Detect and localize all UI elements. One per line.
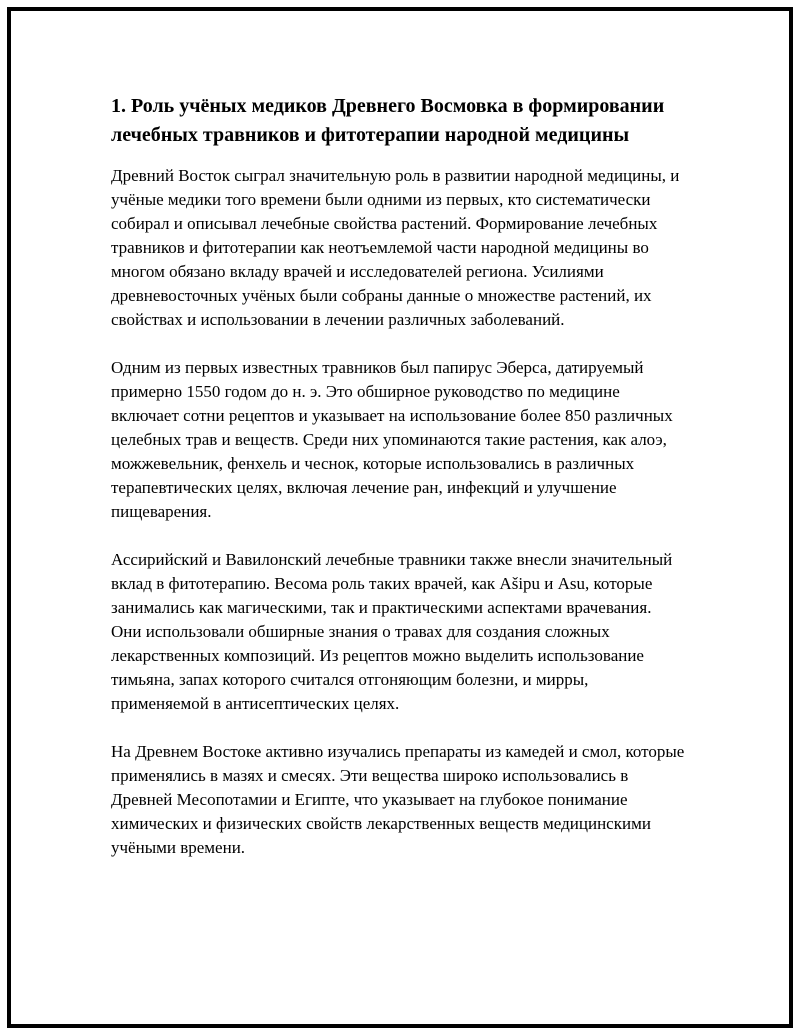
paragraph-4: На Древнем Востоке активно изучались препараты из камедей и смол, которые применялись в мазях и смесях. Эти вещества широко использовались в Древней Месопотамии и Египте, что указывает на глубокое понимание химических и физических свойств лекарственных веществ медицинскими учёными времени.	[111, 742, 685, 857]
section-heading: 1. Роль учёных медиков Древнего Восмовка в формировании лечебных травников и фитотерапии народной медицины	[111, 95, 665, 146]
document-body	[111, 92, 685, 884]
paragraph-3: Ассирийский и Вавилонский лечебные травники также внесли значительный вклад в фитотерапию. Весома роль таких врачей, как Ašipu и Asu, которые занимались как магическими, так и практическими аспектами врачевания. Они использовали обширные знания о травах для создания сложных лекарственных композиций. Из рецептов можно выделить использование тимьяна, запах которого считался отгоняющим болезни, и мирры, применяемой в антисептических целях.	[111, 550, 673, 713]
paragraph-2: Одним из первых известных травников был папирус Эберса, датируемый примерно 1550 годом до н. э. Это обширное руководство по медицине включает сотни рецептов и указывает на использование более 850 различных целебных трав и веществ. Среди них упоминаются такие растения, как алоэ, можжевельник, фенхель и чеснок, которые использовались в различных терапевтических целях, включая лечение ран, инфекций и улучшение пищеварения.	[111, 358, 673, 521]
paragraph-1: Древний Восток сыграл значительную роль в развитии народной медицины, и учёные медики того времени были одними из первых, кто систематически собирал и описывал лечебные свойства растений. Формирование лечебных травников и фитотерапии как неотъемлемой части народной медицины во многом обязано вкладу врачей и исследователей региона. Усилиями древневосточных учёных были собраны данные о множестве растений, их свойствах и использовании в лечении различных заболеваний.	[111, 166, 680, 329]
